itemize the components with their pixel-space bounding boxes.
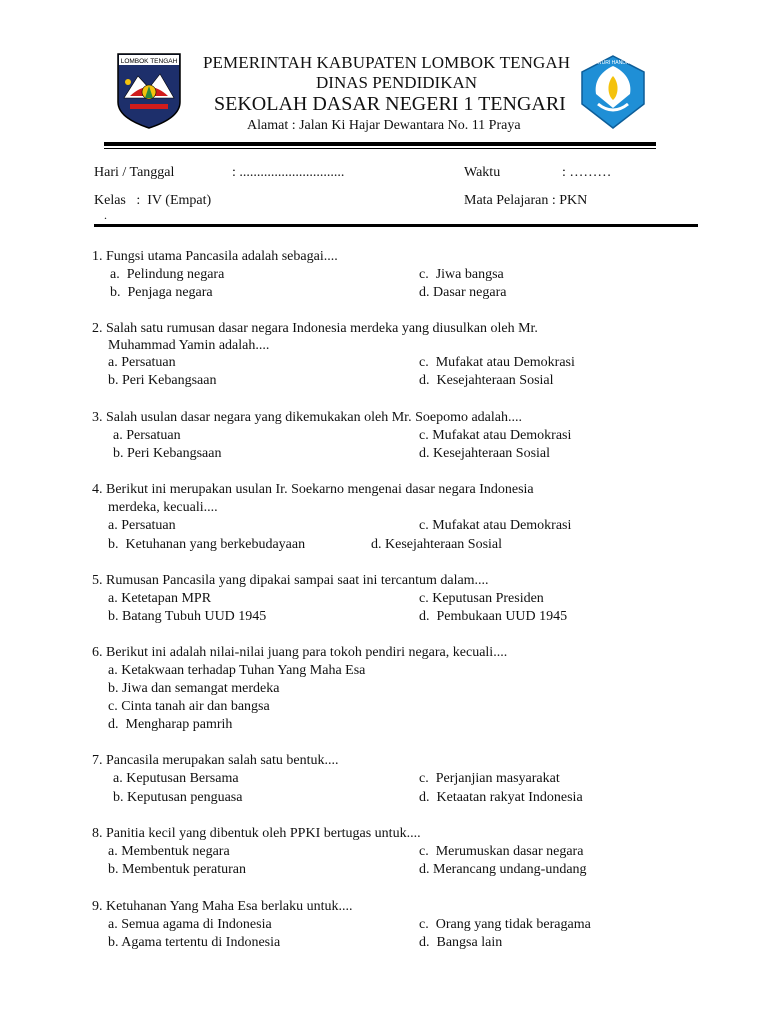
question-5-text: 5. Rumusan Pancasila yang dipakai sampai saat ini tercantum dalam.... [92, 573, 489, 588]
question-8-option-a: a. Membentuk negara [108, 844, 230, 859]
question-3-option-a: a. Persatuan [113, 428, 181, 443]
lombok-tengah-logo-text: LOMBOK TENGAH [120, 58, 178, 65]
question-7-option-b: b. Keputusan penguasa [113, 790, 243, 805]
question-1-option-a: a. Pelindung negara [110, 267, 225, 282]
question-9-text: 9. Ketuhanan Yang Maha Esa berlaku untuk.... [92, 899, 353, 914]
question-4-text: 4. Berikut ini merupakan usulan Ir. Soekarno mengenai dasar negara Indonesia [92, 482, 534, 497]
question-1-option-b: b. Penjaga negara [110, 285, 213, 300]
stray-mark: . [104, 208, 107, 222]
question-9-option-c: c. Orang yang tidak beragama [419, 917, 591, 932]
mata-pelajaran: Mata Pelajaran : PKN [464, 193, 588, 208]
question-5-option-d: d. Pembukaan UUD 1945 [419, 609, 568, 624]
question-2-option-c: c. Mufakat atau Demokrasi [419, 355, 575, 370]
lombok-tengah-logo [116, 52, 182, 130]
question-4-option-d: d. Kesejahteraan Sosial [371, 537, 503, 552]
question-6-option-b: b. Jiwa dan semangat merdeka [108, 681, 280, 696]
question-9-option-b: b. Agama tertentu di Indonesia [108, 935, 281, 950]
question-9-option-d: d. Bangsa lain [419, 935, 503, 950]
question-8-option-d: d. Merancang undang-undang [419, 862, 587, 877]
question-4-text-continued: merdeka, kecuali.... [108, 500, 218, 515]
question-6-text: 6. Berikut ini adalah nilai-nilai juang para tokoh pendiri negara, kecuali.... [92, 645, 508, 660]
question-3-option-b: b. Peri Kebangsaan [113, 446, 222, 461]
question-5-option-b: b. Batang Tubuh UUD 1945 [108, 609, 267, 624]
question-7-option-a: a. Keputusan Bersama [113, 771, 239, 786]
header-line-1: PEMERINTAH KABUPATEN LOMBOK TENGAH [203, 53, 571, 72]
question-6-option-c: c. Cinta tanah air dan bangsa [108, 699, 270, 714]
question-3-option-c: c. Mufakat atau Demokrasi [419, 428, 572, 443]
question-1-text: 1. Fungsi utama Pancasila adalah sebagai.... [92, 249, 338, 264]
question-2-option-d: d. Kesejahteraan Sosial [419, 373, 554, 388]
info-rule [94, 224, 698, 227]
question-8-text: 8. Panitia kecil yang dibentuk oleh PPKI bertugas untuk.... [92, 826, 421, 841]
hari-tanggal-value: : .............................. [232, 165, 345, 180]
question-3-text: 3. Salah usulan dasar negara yang dikemukakan oleh Mr. Soepomo adalah.... [92, 410, 522, 425]
question-1-option-d: d. Dasar negara [419, 285, 507, 300]
question-8-option-b: b. Membentuk peraturan [108, 862, 247, 877]
question-2-text: 2. Salah satu rumusan dasar negara Indonesia merdeka yang diusulkan oleh Mr. [92, 321, 538, 336]
question-2-text-continued: Muhammad Yamin adalah.... [108, 338, 270, 353]
kelas: Kelas : IV (Empat) [94, 193, 212, 208]
question-7-text: 7. Pancasila merupakan salah satu bentuk.... [92, 753, 339, 768]
tut-wuri-handayani-logo [578, 52, 648, 130]
tut-wuri-handayani-logo-text: TUT WURI HANDAYANI [585, 60, 641, 66]
question-5-option-a: a. Ketetapan MPR [108, 591, 212, 606]
hari-tanggal-label: Hari / Tanggal [94, 165, 175, 180]
waktu-value: : ……… [562, 165, 612, 180]
header-rule-thin [104, 148, 656, 149]
question-6-option-a: a. Ketakwaan terhadap Tuhan Yang Maha Esa [108, 663, 366, 678]
question-1-option-c: c. Jiwa bangsa [419, 267, 504, 282]
question-7-option-c: c. Perjanjian masyarakat [419, 771, 560, 786]
question-3-option-d: d. Kesejahteraan Sosial [419, 446, 551, 461]
question-9-option-a: a. Semua agama di Indonesia [108, 917, 272, 932]
waktu-label: Waktu [464, 165, 501, 180]
question-4-option-a: a. Persatuan [108, 518, 176, 533]
header-line-3: SEKOLAH DASAR NEGERI 1 TENGARI [214, 93, 566, 115]
question-6-option-d: d. Mengharap pamrih [108, 717, 233, 732]
question-2-option-b: b. Peri Kebangsaan [108, 373, 217, 388]
question-2-option-a: a. Persatuan [108, 355, 176, 370]
header-rule-thick [104, 142, 656, 146]
question-4-option-c: c. Mufakat atau Demokrasi [419, 518, 572, 533]
question-5-option-c: c. Keputusan Presiden [419, 591, 544, 606]
header-address: Alamat : Jalan Ki Hajar Dewantara No. 11 Praya [247, 118, 521, 133]
question-7-option-d: d. Ketaatan rakyat Indonesia [419, 790, 583, 805]
question-4-option-b: b. Ketuhanan yang berkebudayaan [108, 537, 306, 552]
header-line-2: DINAS PENDIDIKAN [316, 73, 478, 92]
question-8-option-c: c. Merumuskan dasar negara [419, 844, 584, 859]
